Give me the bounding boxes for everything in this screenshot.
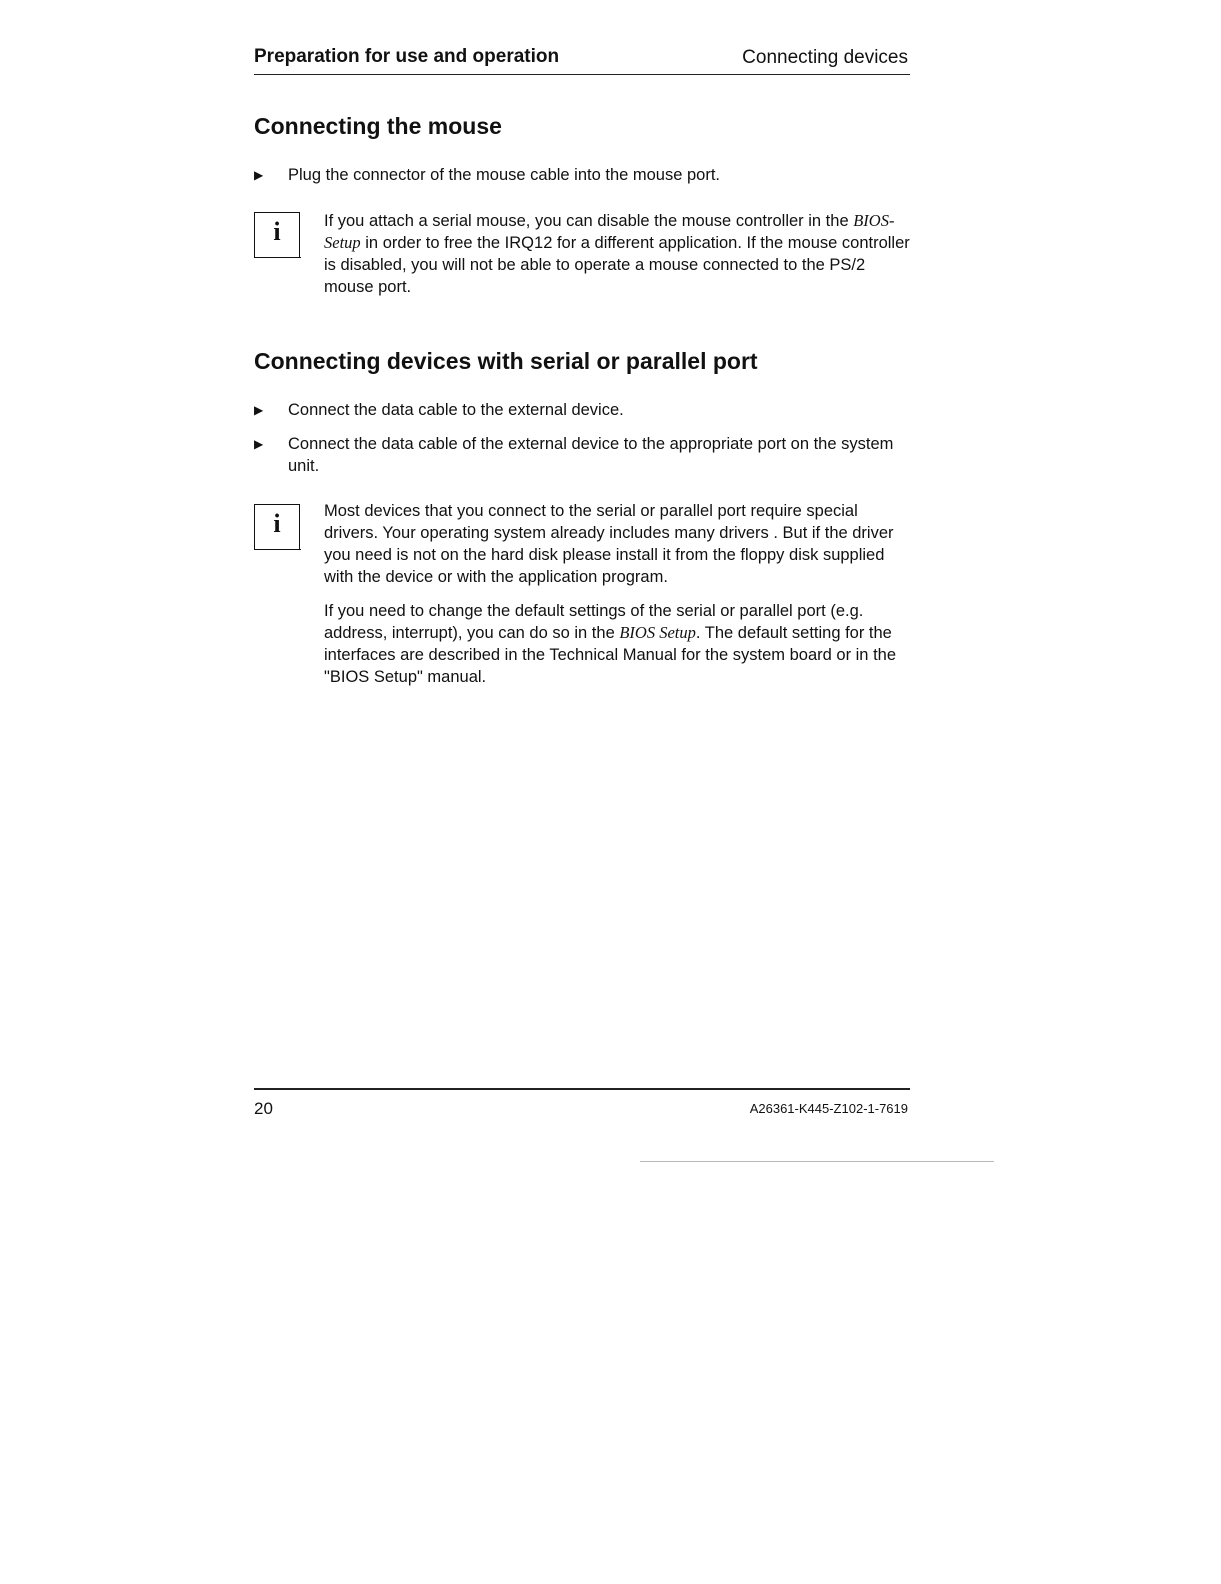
- mouse-info-note: [324, 210, 914, 298]
- footer-divider: [254, 1088, 910, 1090]
- step-connect-port: [254, 433, 894, 477]
- step-plug-mouse: [254, 164, 894, 186]
- document-code: A26361-K445-Z102-1-7619: [749, 1101, 908, 1116]
- bullet-arrow-icon: ▶: [254, 403, 264, 417]
- info-icon: i: [254, 504, 300, 550]
- heading-serial-parallel: Connecting devices with serial or parallel port: [254, 348, 758, 374]
- note-text: If you attach a serial mouse, you can disable the mouse controller in the: [324, 212, 849, 230]
- serial-info-note: [324, 500, 914, 688]
- header-divider: [254, 74, 910, 75]
- step-text: Connect the data cable to the external device.: [288, 401, 624, 419]
- note-text: in order to free the IRQ12 for a different application. If the mouse controller is disabled, you will not be able to operate a mouse connected to the PS/2 mouse port.: [324, 234, 910, 296]
- heading-connecting-mouse: Connecting the mouse: [254, 113, 502, 139]
- bullet-arrow-icon: ▶: [254, 437, 264, 451]
- header-section-title: Preparation for use and operation: [254, 46, 560, 67]
- scan-artifact-line: [640, 1161, 994, 1162]
- bullet-arrow-icon: ▶: [254, 168, 264, 182]
- note-text: If you need to change the default settings of the serial or parallel port (e.g. address, interrupt), you can do so in the: [324, 602, 864, 642]
- bios-setup-term: BIOS-Setup: [324, 211, 895, 252]
- note-paragraph: Most devices that you connect to the serial or parallel port require special drivers. Your operating system already includes many drivers . But if the driver you need is not on the hard disk please install it from the floppy disk supplied with the device or with the application program.: [324, 502, 894, 586]
- step-text: Plug the connector of the mouse cable into the mouse port.: [288, 166, 721, 184]
- step-text: Connect the data cable of the external device to the appropriate port on the system unit.: [288, 435, 894, 475]
- page-number: 20: [254, 1099, 273, 1118]
- step-connect-cable: [254, 399, 894, 421]
- note-text: . The default setting for the interfaces are described in the Technical Manual for the system board or in the "BIOS Setup" manual.: [324, 624, 897, 686]
- info-icon: i: [254, 212, 300, 258]
- bios-setup-term: BIOS Setup: [619, 623, 696, 642]
- header-topic: Connecting devices: [742, 47, 908, 68]
